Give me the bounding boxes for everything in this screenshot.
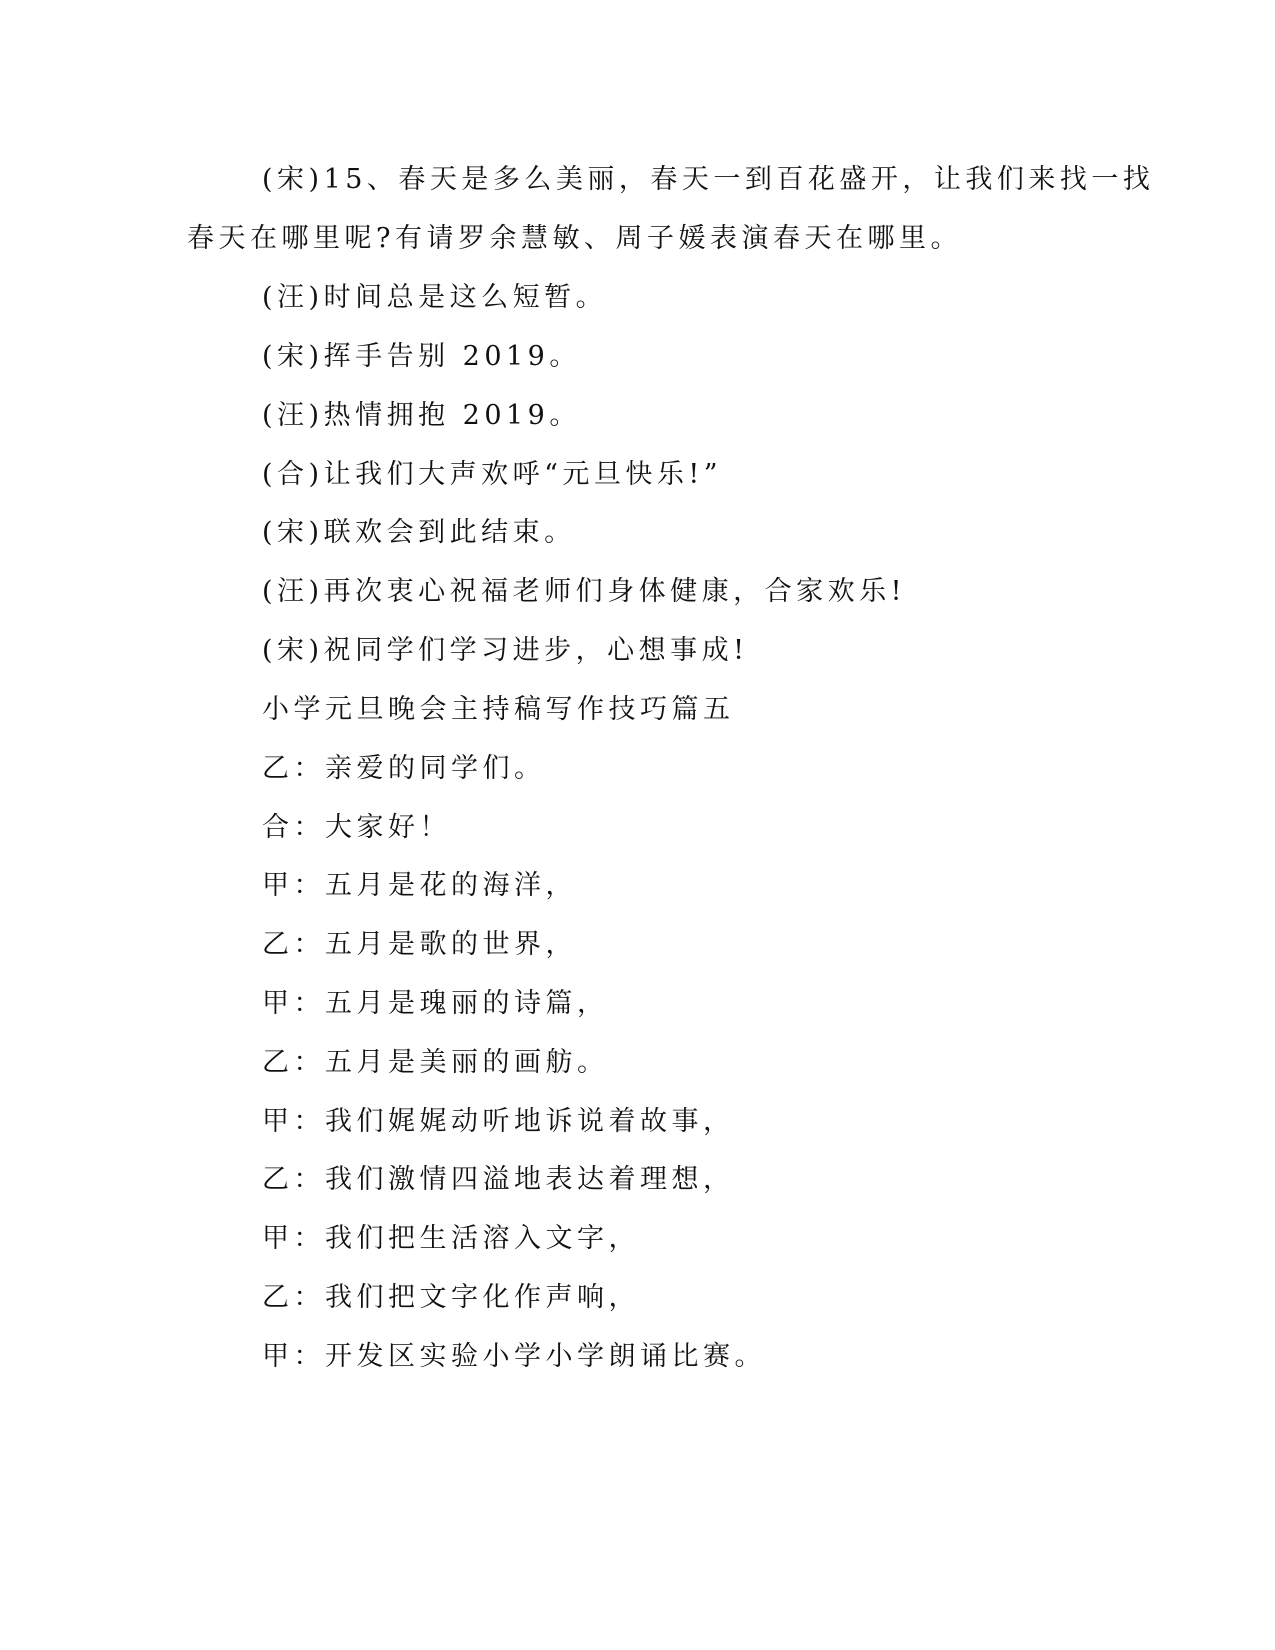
paragraph-line: (汪)热情拥抱 2019。 (262, 400, 581, 431)
paragraph-line: (宋)联欢会到此结束。 (262, 517, 576, 548)
paragraph-line: (宋)祝同学们学习进步，心想事成! (262, 635, 749, 666)
paragraph-line: 乙：我们激情四溢地表达着理想， (262, 1164, 735, 1195)
paragraph-line: 甲：我们把生活溶入文字， (262, 1223, 640, 1254)
paragraph-line: 合：大家好！ (262, 812, 451, 843)
paragraph-line: 乙：五月是歌的世界， (262, 929, 577, 960)
paragraph-line: 甲：五月是瑰丽的诗篇， (262, 988, 609, 1019)
paragraph-line: (汪)时间总是这么短暂。 (262, 282, 608, 313)
section-heading: 小学元旦晚会主持稿写作技巧篇五 (262, 694, 735, 725)
paragraph-line: 甲：开发区实验小学小学朗诵比赛。 (262, 1341, 766, 1372)
paragraph-line: (宋)15、春天是多么美丽，春天一到百花盛开，让我们来找一找 (262, 164, 1155, 195)
paragraph-line: 甲：五月是花的海洋， (262, 870, 577, 901)
paragraph-line: 乙：五月是美丽的画舫。 (262, 1047, 609, 1078)
paragraph-line: 甲：我们娓娓动听地诉说着故事， (262, 1106, 735, 1137)
paragraph-line-continuation: 春天在哪里呢?有请罗余慧敏、周子媛表演春天在哪里。 (187, 223, 962, 254)
paragraph-line: (宋)挥手告别 2019。 (262, 341, 581, 372)
paragraph-line: 乙：亲爱的同学们。 (262, 753, 546, 784)
paragraph-line: (汪)再次衷心祝福老师们身体健康，合家欢乐! (262, 576, 906, 607)
paragraph-line: 乙：我们把文字化作声响， (262, 1282, 640, 1313)
paragraph-line: (合)让我们大声欢呼“元旦快乐!” (262, 459, 723, 490)
